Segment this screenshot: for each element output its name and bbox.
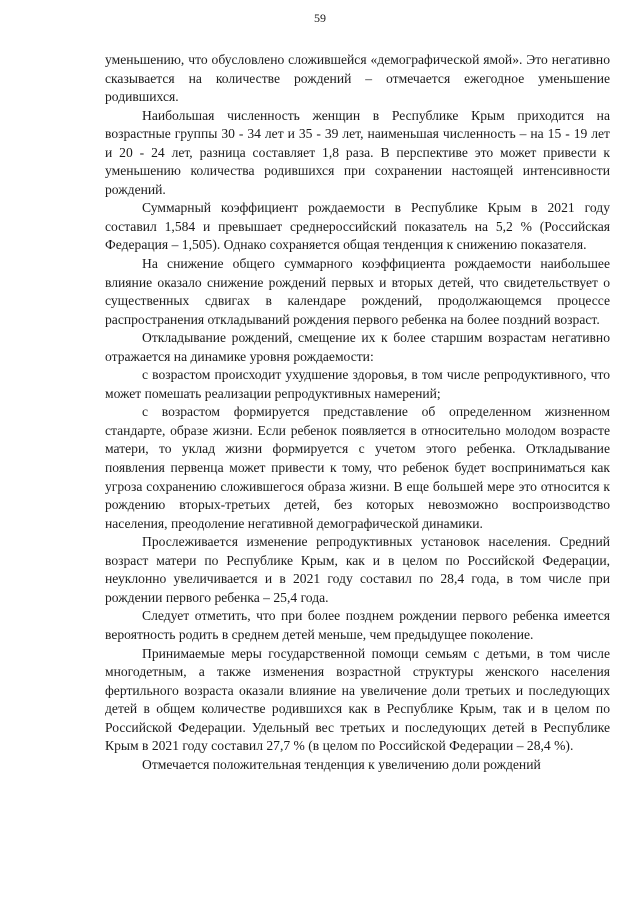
paragraph-lifestyle: с возрастом формируется представление об определенном жизненном стандарте, образе жизни. Если ребенок появляется в относительно молодом возрасте матери, то уклад жизни формируется с учетом этого ребенка. Откладывание появления первенца может привести к тому, что ребенок будет восприниматься как угроза сохранению сложившегося образа жизни. В еще большей мере это относится к рождению вторых-третьих детей, без которых невозможно воспроизводство населения, преодоление негативной демографической динамики. <box>105 404 610 531</box>
paragraph-maternal-age: Прослеживается изменение репродуктивных установок населения. Средний возраст матери по Республике Крым, как и в целом по Российской Федерации, неуклонно увеличивается и в 2021 году составил по 28,4 года, в том числе при рождении первого ребенка – 25,4 года. <box>105 534 610 605</box>
paragraph-continued: уменьшению, что обусловлено сложившейся «демографической ямой». Это негативно сказывается на количестве рождений – отмечается ежегодное уменьшение родившихся. <box>105 52 610 105</box>
paragraph-female-population: Наибольшая численность женщин в Республике Крым приходится на возрастные группы 30 - 34 лет и 35 - 39 лет, наименьшая численность – на 15 - 19 лет и 20 - 24 лет, разница составляет 1,8 раза. В перспективе это может привести к уменьшению количества родившихся при сохранении настоящей интенсивности рождений. <box>105 107 610 197</box>
page-number: 59 <box>314 11 326 25</box>
paragraph-postponement: Откладывание рождений, смещение их к более старшим возрастам негативно отражается на динамике уровня рождаемости: <box>105 330 610 364</box>
body-text <box>105 51 610 774</box>
paragraph-birth-decline: На снижение общего суммарного коэффициента рождаемости наибольшее влияние оказало снижение рождений первых и вторых детей, что свидетельствует о существенных сдвигах в календаре рождений, продолжающемся процессе распространения откладываний рождения первого ребенка на более поздний возраст. <box>105 256 610 327</box>
paragraph-health: с возрастом происходит ухудшение здоровья, в том числе репродуктивного, что может помешать реализации репродуктивных намерений; <box>105 367 610 401</box>
paragraph-fertility-rate: Суммарный коэффициент рождаемости в Республике Крым в 2021 году составил 1,584 и превышает среднероссийский показатель на 5,2 % (Российская Федерация – 1,505). Однако сохраняется общая тенденция к снижению показателя. <box>105 200 610 253</box>
paragraph-positive-trend: Отмечается положительная тенденция к увеличению доли рождений <box>142 756 541 772</box>
paragraph-state-support: Принимаемые меры государственной помощи семьям с детьми, в том числе многодетным, а также изменения возрастной структуры женского населения фертильного возраста оказали влияние на увеличение доли третьих и последующих детей в общем количестве родившихся как в Республике Крым, так и в целом по Российской Федерации. Удельный вес третьих и последующих детей в Республике Крым в 2021 году составил 27,7 % (в целом по Российской Федерации – 28,4 %). <box>105 645 610 754</box>
paragraph-late-first-child: Следует отметить, что при более позднем рождении первого ребенка имеется вероятность родить в среднем детей меньше, чем предыдущее поколение. <box>105 608 610 642</box>
